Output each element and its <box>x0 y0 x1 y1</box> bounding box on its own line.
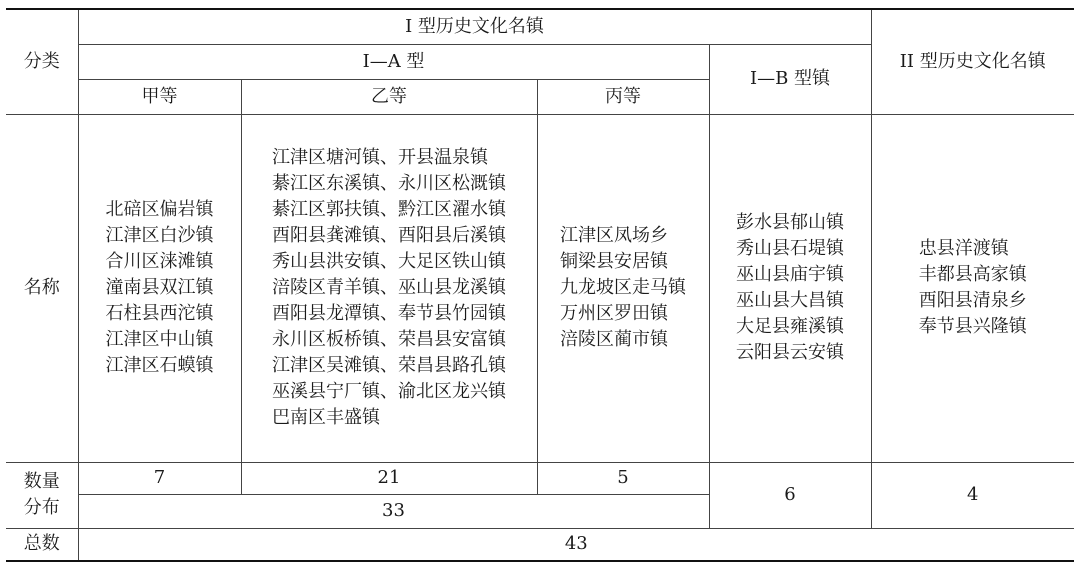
town-name: 奉节县兴隆镇 <box>918 316 1027 337</box>
count-type1b: 6 <box>709 462 871 528</box>
town-name: 九龙坡区走马镇 <box>560 277 686 298</box>
total-header: 总数 <box>6 528 78 561</box>
type1a-header: I—A 型 <box>78 44 709 79</box>
names-grade-b-list <box>272 145 506 431</box>
names-grade-c-list <box>560 223 686 353</box>
count-header-line1: 数量 <box>23 471 60 492</box>
grade-a-header: 甲等 <box>78 79 241 114</box>
town-name: 涪陵区青羊镇、巫山县龙溪镇 <box>272 277 506 298</box>
names-type2-cell <box>871 114 1074 462</box>
town-name: 忠县洋渡镇 <box>918 238 1009 259</box>
town-name: 綦江区东溪镇、永川区松溉镇 <box>272 173 506 194</box>
town-name: 巴南区丰盛镇 <box>272 407 380 428</box>
type1b-header: I—B 型镇 <box>709 44 871 114</box>
town-name: 丰都县高家镇 <box>918 264 1027 285</box>
town-name: 江津区吴滩镇、荣昌县路孔镇 <box>272 355 506 376</box>
town-name: 万州区罗田镇 <box>560 303 668 324</box>
names-grade-a-cell <box>78 114 241 462</box>
type1-header: I 型历史文化名镇 <box>78 9 871 44</box>
town-name: 酉阳县清泉乡 <box>918 290 1027 311</box>
town-name: 北碚区偏岩镇 <box>105 199 214 220</box>
town-name: 秀山县石堤镇 <box>736 238 845 259</box>
grade-c-header: 丙等 <box>537 79 709 114</box>
names-type1b-list <box>736 210 844 366</box>
names-type1b-cell <box>709 114 871 462</box>
town-name: 潼南县双江镇 <box>105 277 214 298</box>
count-grade-b: 21 <box>241 462 537 494</box>
town-name: 秀山县洪安镇、大足区铁山镇 <box>272 251 506 272</box>
town-name: 永川区板桥镇、荣昌县安富镇 <box>272 329 506 350</box>
type2-header: II 型历史文化名镇 <box>871 9 1074 114</box>
count-type1a-total: 33 <box>78 494 709 528</box>
town-name: 涪陵区蔺市镇 <box>560 329 668 350</box>
town-name: 大足县雍溪镇 <box>736 316 845 337</box>
town-name: 巫山县大昌镇 <box>736 290 845 311</box>
town-name: 江津区石蟆镇 <box>105 355 214 376</box>
town-name: 江津区白沙镇 <box>105 225 214 246</box>
historic-towns-table <box>6 8 1074 562</box>
count-header <box>6 462 78 528</box>
town-name: 酉阳县龙潭镇、奉节县竹园镇 <box>272 303 506 324</box>
grade-b-header: 乙等 <box>241 79 537 114</box>
count-header-line2: 分布 <box>23 497 60 518</box>
town-name: 江津区凤场乡 <box>560 225 668 246</box>
names-grade-a-list <box>106 197 214 379</box>
town-name: 云阳县云安镇 <box>736 342 845 363</box>
town-name: 酉阳县龚滩镇、酉阳县后溪镇 <box>272 225 506 246</box>
town-name: 铜梁县安居镇 <box>560 251 668 272</box>
count-grade-c: 5 <box>537 462 709 494</box>
town-name: 江津区中山镇 <box>105 329 214 350</box>
names-type2-list <box>919 236 1027 340</box>
town-name: 綦江区郭扶镇、黔江区濯水镇 <box>272 199 506 220</box>
town-name: 石柱县西沱镇 <box>105 303 214 324</box>
town-name: 彭水县郁山镇 <box>736 212 845 233</box>
category-header: 分类 <box>6 9 78 114</box>
count-type2: 4 <box>871 462 1074 528</box>
town-name: 江津区塘河镇、开县温泉镇 <box>272 147 488 168</box>
town-name: 巫山县庙宇镇 <box>736 264 845 285</box>
names-header: 名称 <box>6 114 78 462</box>
town-name: 合川区涞滩镇 <box>105 251 214 272</box>
count-grade-a: 7 <box>78 462 241 494</box>
names-grade-b-cell <box>241 114 537 462</box>
town-name: 巫溪县宁厂镇、渝北区龙兴镇 <box>272 381 506 402</box>
total-value: 43 <box>78 528 1074 561</box>
names-grade-c-cell <box>537 114 709 462</box>
